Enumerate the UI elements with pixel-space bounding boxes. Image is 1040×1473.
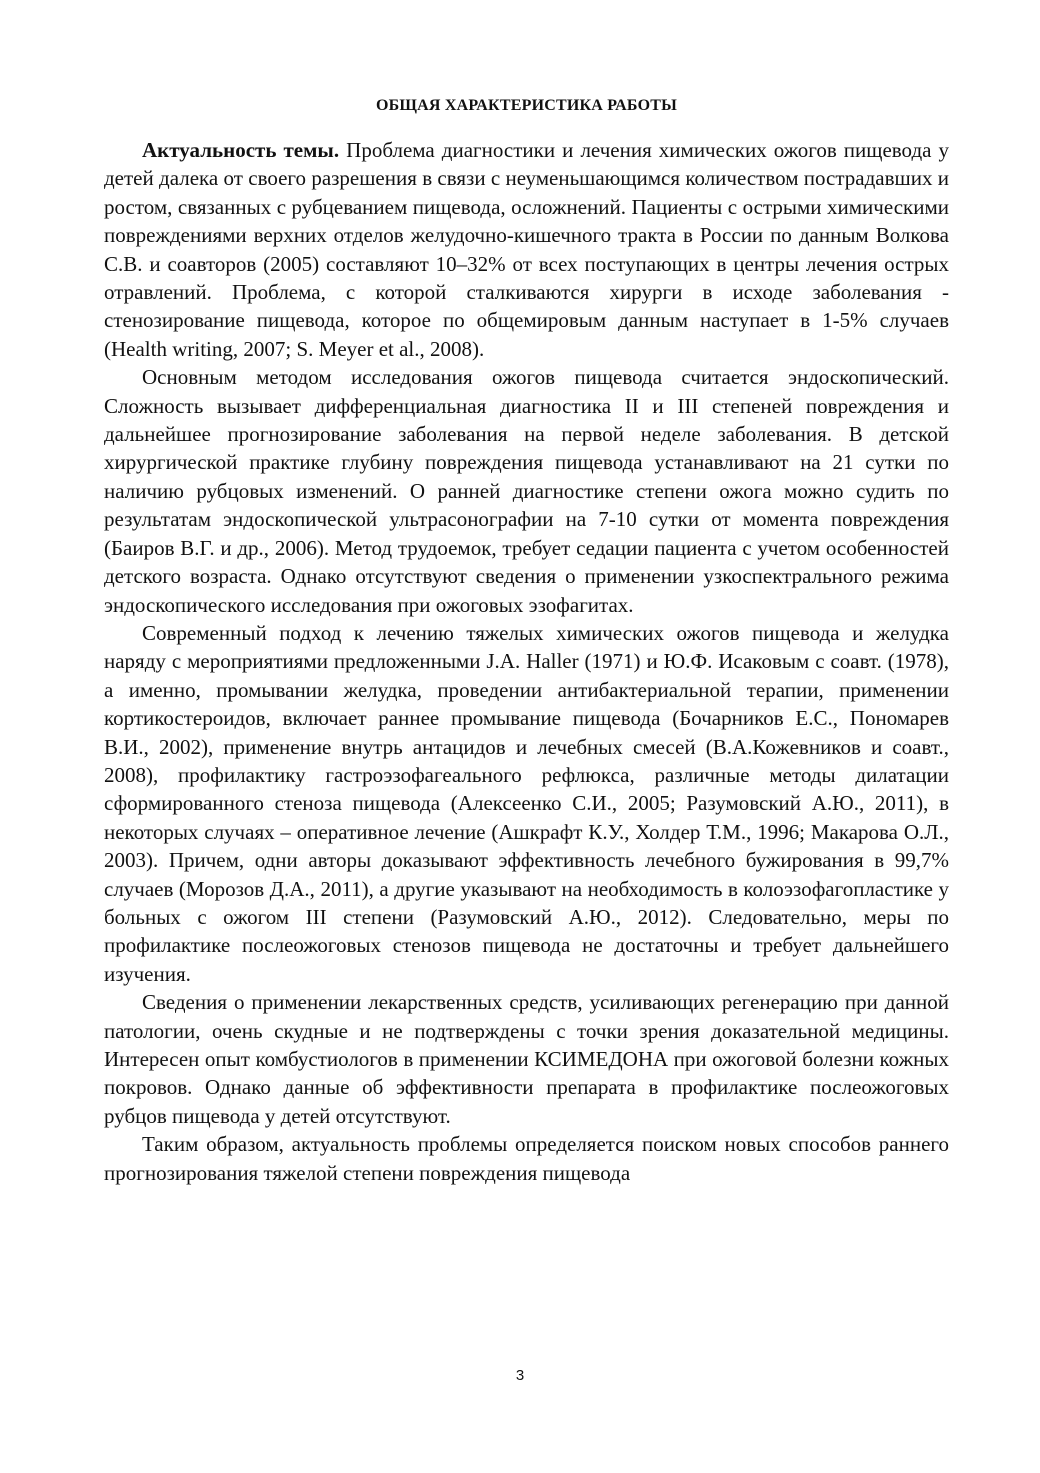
page-number: 3 — [515, 1367, 525, 1384]
paragraph-lead: Актуальность темы. — [142, 138, 340, 162]
paragraph-text: Современный подход к лечению тяжелых химических ожогов пищевода и желудка наряду с мероприятиями предложенными J.A. Haller (1971) и Ю.Ф. Исаковым с соавт. (1978), а именно, промывании желудка, проведении антибактериальной терапии, применении кортикостероидов, включает раннее промывание пищевода (Бочарников Е.С., Пономарев В.И., 2002), применение внутрь антацидов и лечебных смесей (В.А.Кожевников и соавт., 2008), профилактику гастроэзофагеального рефлюкса, различные методы дилатации сформированного стеноза пищевода (Алексеенко С.И., 2005; Разумовский А.Ю., 2011), в некоторых случаях – оперативное лечение (Ашкрафт К.У., Холдер Т.М., 1996; Макарова О.Л., 2003). Причем, одни авторы доказывают эффективность лечебного бужирования в 99,7% случаев (Морозов Д.А., 2011), а другие указывают на необходимость в колоэзофагопластике у больных с ожогом III степени (Разумовский А.Ю., 2012). Следовательно, меры по профилактике послеожоговых стенозов пищевода не достаточны и требует дальнейшего изучения. — [104, 620, 949, 986]
paragraph-diagnostics — [104, 363, 949, 619]
paragraph-text: Проблема диагностики и лечения химических ожогов пищевода у детей далека от своего разрешения в связи с неуменьшающимся количеством пострадавших и ростом, связанных с рубцеванием пищевода, осложнений. Пациенты с острыми химическими повреждениями верхних отделов желудочно-кишечного тракта в России по данным Волкова С.В. и соавторов (2005) составляют 10–32% от всех поступающих в центры лечения острых отравлений. Проблема, с которой сталкиваются хирурги в исходе заболевания - стенозирование пищевода, которое по общемировым данным наступает в 1-5% случаев (Health writing, 2007; S. Meyer et al., 2008). — [104, 138, 950, 361]
paragraph-text: Основным методом исследования ожогов пищевода считается эндоскопический. Сложность вызывает дифференциальная диагностика II и III степеней повреждения и дальнейшее прогнозирование заболевания на первой неделе заболевания. В детской хирургической практике глубину повреждения пищевода устанавливают на 21 сутки по наличию рубцовых изменений. О ранней диагностике степени ожога можно судить по результатам эндоскопической ультрасонографии на 7-10 сутки от момента повреждения (Баиров В.Г. и др., 2006). Метод трудоемок, требует седации пациента с учетом особенностей детского возраста. Однако отсутствуют сведения о применении узкоспектрального режима эндоскопического исследования при ожоговых эзофагитах. — [104, 365, 949, 617]
section-heading: ОБЩАЯ ХАРАКТЕРИСТИКА РАБОТЫ — [375, 97, 678, 114]
paragraph-text: Таким образом, актуальность проблемы определяется поиском новых способов раннего прогнозирования тяжелой степени повреждения пищевода — [104, 1132, 949, 1185]
paragraph-relevance — [104, 136, 949, 363]
document-page — [104, 96, 949, 1187]
paragraph-medications — [104, 988, 949, 1130]
paragraph-conclusion — [104, 1130, 949, 1187]
paragraph-treatment — [104, 619, 949, 988]
paragraph-text: Сведения о применении лекарственных средств, усиливающих регенерацию при данной патологии, очень скудные и не подтверждены с точки зрения доказательной медицины. Интересен опыт комбустиологов в применении КСИМЕДОНА при ожоговой болезни кожных покровов. Однако данные об эффективности препарата в профилактике послеожоговых рубцов пищевода у детей отсутствуют. — [104, 990, 949, 1128]
